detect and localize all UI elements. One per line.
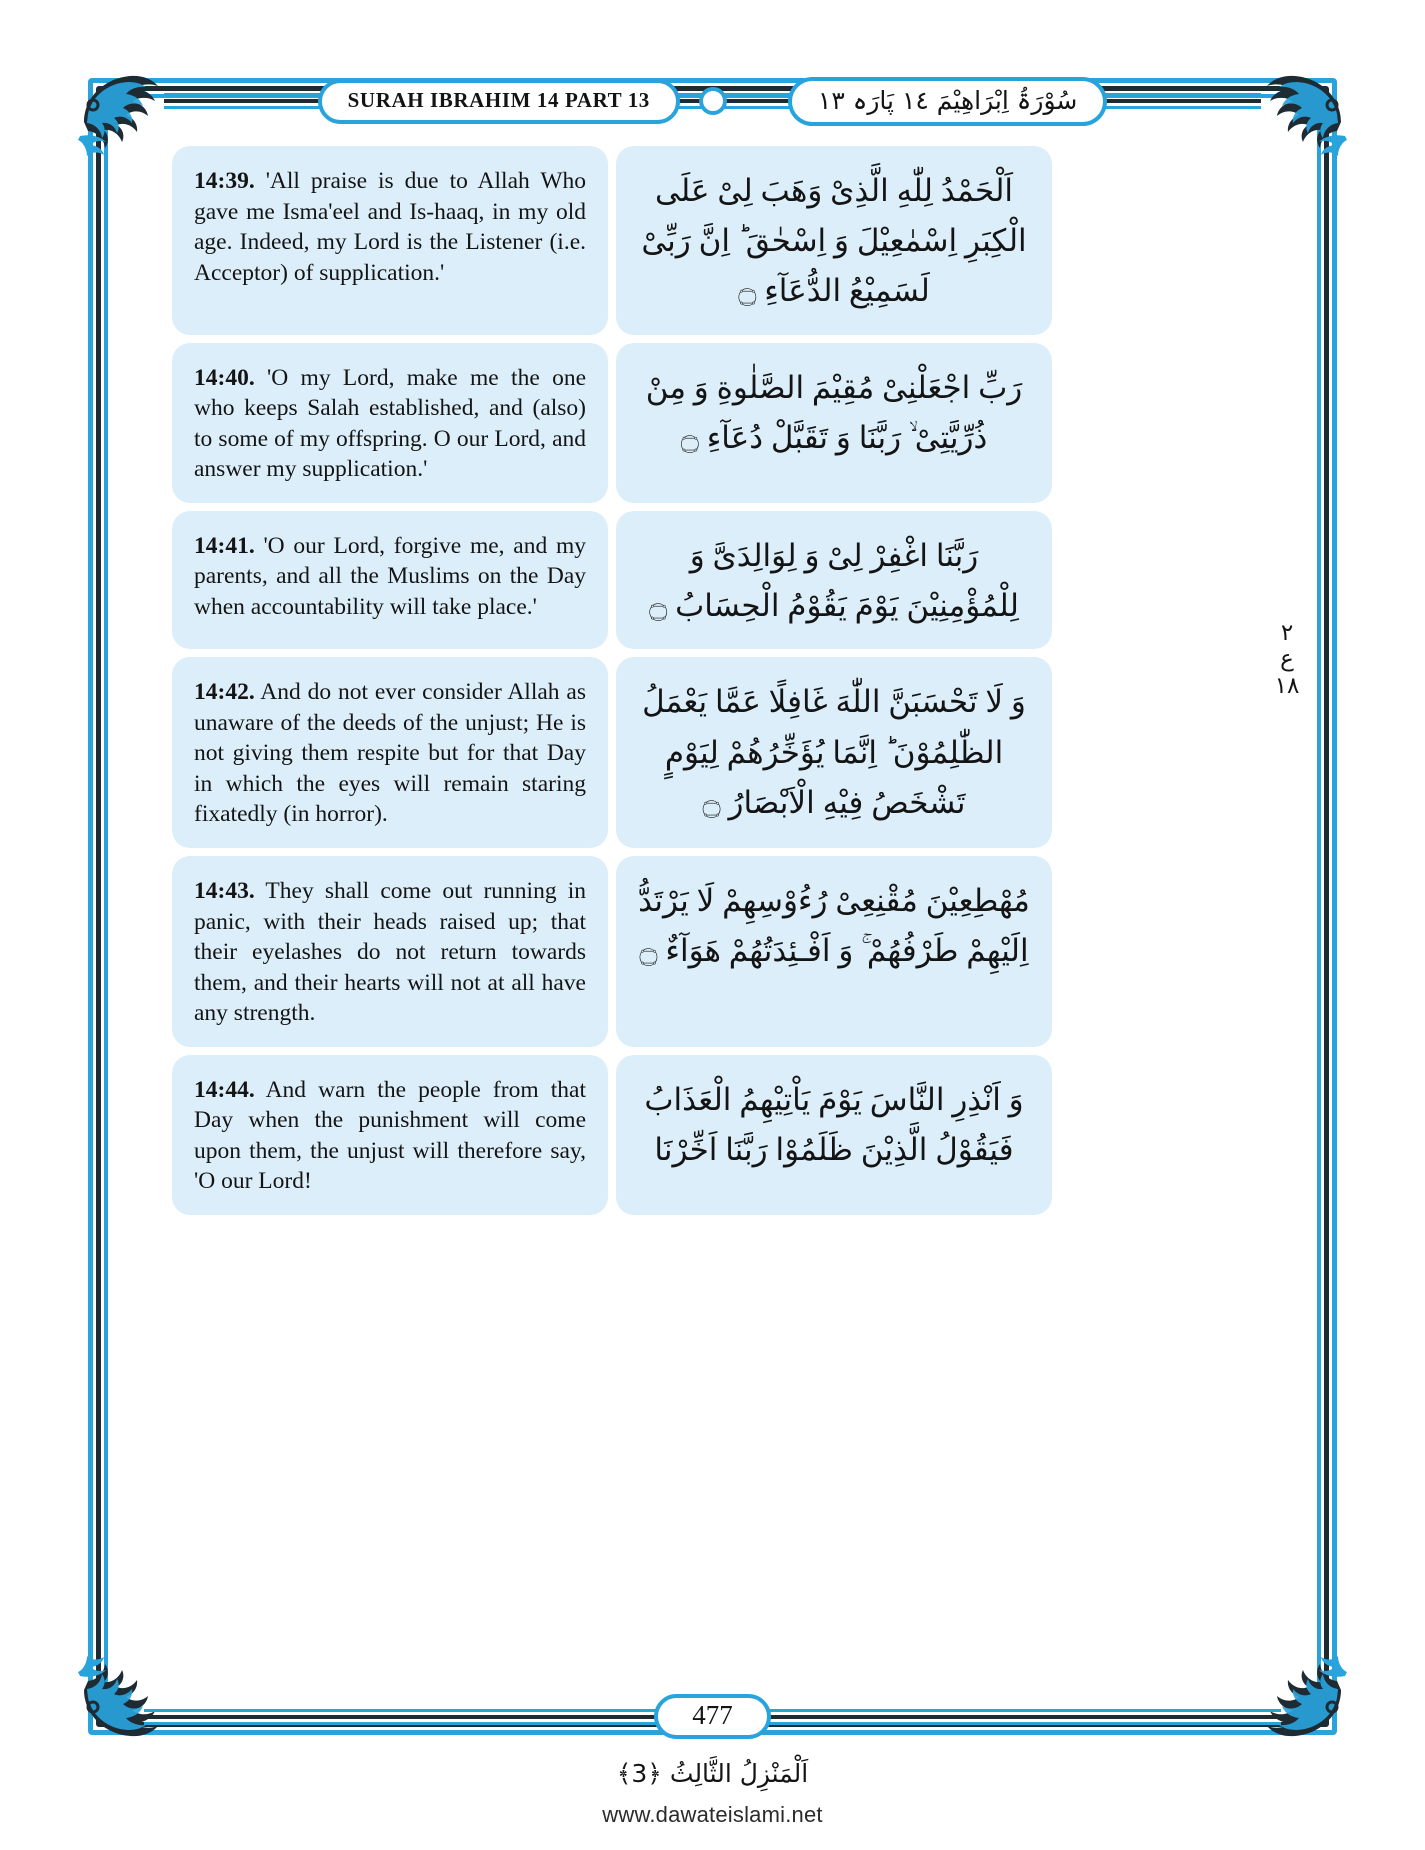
verse-english-text [194, 677, 586, 830]
ruku-marker-line-3: ١٨ [1274, 672, 1300, 699]
verse-arabic-text: وَ لَا تَحْسَبَنَّ اللّٰهَ غَافِلًا عَمَّا يَعْمَلُ الظّٰلِمُوْنَ ؕ اِنَّمَا يُؤَخِّرُهُمْ لِيَوْمٍ تَشْخَصُ فِيْهِ الْاَبْصَارُ ۝ [642, 684, 1026, 821]
verse-number: 14:41. [194, 532, 255, 559]
verse-english-panel [172, 856, 608, 1047]
verse-english-panel [172, 1055, 608, 1215]
verse-english-text [194, 531, 586, 623]
header-knot-ornament [699, 87, 727, 115]
surah-title-arabic-text: سُوْرَۃُ اِبْرَاهِيْمَ ١٤ پَارَہ ١٣ [817, 85, 1078, 115]
verse-arabic-panel [616, 146, 1052, 335]
verse-number: 14:43. [194, 878, 255, 905]
surah-title-english-text: SURAH IBRAHIM 14 PART 13 [347, 87, 650, 112]
verse-english-panel [172, 657, 608, 848]
verse-arabic-text: رَبَّنَا اغْفِرْ لِىْ وَ لِوَالِدَىَّ وَ لِلْمُؤْمِنِيْنَ يَوْمَ يَقُوْمُ الْحِسَابُ ۝ [649, 537, 1019, 625]
verse-english-text [194, 1075, 586, 1197]
verse-number: 14:40. [194, 364, 255, 391]
verse-row [172, 856, 1052, 1047]
verse-arabic-panel [616, 343, 1052, 503]
verse-arabic-panel [616, 1055, 1052, 1215]
verse-english-body: 'All praise is due to Allah Who gave me Isma'eel and Is-haaq, in my old age. Indeed, my Lord is the Listener (i.e. Acceptor) of supplication.' [194, 168, 586, 286]
verse-english-body: They shall come out running in panic, with their heads raised up; that their eyelashes do not return towards them, and their hearts will not at all have any strength. [194, 878, 586, 1027]
verse-list [172, 146, 1052, 1223]
verse-number: 14:44. [194, 1076, 255, 1103]
verse-row [172, 1055, 1052, 1215]
verse-english-body: 'O my Lord, make me the one who keeps Salah established, and (also) to some of my offspring. O our Lord, and answer my supplication.' [194, 364, 587, 483]
verse-arabic-panel [616, 511, 1052, 649]
verse-english-panel [172, 511, 608, 649]
verse-number: 14:39. [194, 168, 255, 194]
verse-english-panel [172, 146, 608, 335]
ruku-marker-line-2: ع [1280, 646, 1294, 673]
ruku-marker [1267, 620, 1307, 699]
verse-row [172, 657, 1052, 848]
verse-arabic-text: مُهْطِعِيْنَ مُقْنِعِىْ رُءُوْسِهِمْ لَا يَرْتَدُّ اِلَيْهِمْ طَرْفُهُمْ ۚ وَ اَفْـئِدَتُهُمْ هَوَآءٌ ۝ [638, 883, 1030, 970]
surah-title-arabic [788, 77, 1107, 126]
verse-english-body: 'O our Lord, forgive me, and my parents, and all the Muslims on the Day when accountability will take place.' [194, 532, 586, 620]
verse-english-body: And do not ever consider Allah as unaware of the deeds of the unjust; He is not giving them respite but for that Day in which the eyes will remain staring fixatedly (in horror). [194, 679, 586, 828]
verse-english-body: And warn the people from that Day when the punishment will come upon them, the unjust will therefore say, 'O our Lord! [194, 1076, 586, 1195]
surah-title-english [318, 79, 680, 124]
page-header [104, 72, 1321, 130]
verse-row [172, 511, 1052, 649]
verse-english-text [194, 166, 586, 288]
verse-arabic-text: اَلْحَمْدُ لِلّٰهِ الَّذِىْ وَهَبَ لِىْ عَلَى الْكِبَرِ اِسْمٰعِيْلَ وَ اِسْحٰقَ ؕ اِنَّ رَبِّىْ لَسَمِيْعُ الدُّعَآءِ ۝ [641, 173, 1027, 310]
page-number: 477 [654, 1694, 771, 1739]
verse-arabic-panel [616, 856, 1052, 1047]
website-url: www.dawateislami.net [602, 1802, 823, 1827]
verse-row [172, 146, 1052, 335]
verse-arabic-text: وَ اَنْذِرِ النَّاسَ يَوْمَ يَاْتِيْهِمُ الْعَذَابُ فَيَقُوْلُ الَّذِيْنَ ظَلَمُوْا رَبَّنَا اَخِّرْنَا [644, 1081, 1024, 1168]
verse-arabic-panel [616, 657, 1052, 848]
manzil-label: اَلْمَنْزِلُ الثَّالِثُ ﴿3﴾ [616, 1759, 809, 1788]
verse-number: 14:42. [194, 679, 255, 706]
verse-arabic-text: رَبِّ اجْعَلْنِىْ مُقِيْمَ الصَّلٰوةِ وَ مِنْ ذُرِّيَّتِىْ ۙ رَبَّنَا وَ تَقَبَّلْ دُعَآءِ ۝ [645, 369, 1023, 456]
verse-english-text [194, 876, 586, 1029]
ruku-marker-line-1: ٢ [1280, 620, 1294, 646]
page-footer [104, 1690, 1321, 1742]
verse-english-text [194, 363, 586, 485]
verse-english-panel [172, 343, 608, 503]
verse-row [172, 343, 1052, 503]
